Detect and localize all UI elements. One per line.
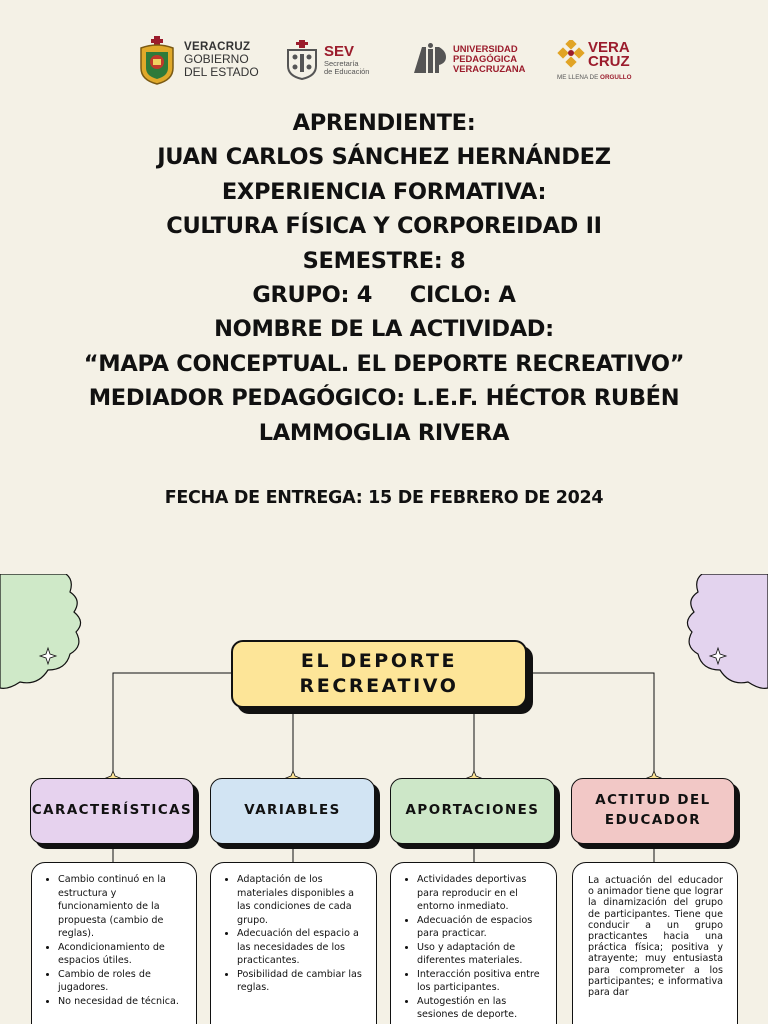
- upv-line-2: PEDAGÓGICA: [453, 53, 518, 65]
- paragraph: La actuación del educador o animador tiene que lograr la dinamización del grupo de participantes. Tiene que conducir a un grupo practicantes hacia una práctica física; positiva y atrayente; muy entusiasta para comprometer a los participantes; e informativa para dar: [588, 875, 723, 999]
- sev-title: SEV: [324, 43, 355, 61]
- upv-line-3: VERACRUZANA: [453, 62, 526, 74]
- header-line: LAMMOGLIA RIVERA: [258, 419, 510, 446]
- del-estado-label: DEL ESTADO: [184, 65, 259, 80]
- details-caracteristicas: [31, 862, 197, 1024]
- cruz-label: CRUZ: [588, 53, 630, 70]
- category-label: ACTITUD DEL EDUCADOR: [595, 793, 711, 828]
- list-item: • Cambio de roles de jugadores.: [58, 968, 188, 995]
- list-item: • Adecuación de espacios para practicar.: [417, 914, 548, 941]
- details-actitud-del-educador: [572, 862, 738, 1024]
- vera-label: VERA: [588, 38, 630, 56]
- list-item: • Uso y adaptación de diferentes materiales.: [417, 941, 548, 968]
- category-actitud-del-educador: [571, 778, 735, 844]
- header-line: CULTURA FÍSICA Y CORPOREIDAD II: [166, 213, 602, 240]
- main-topic-box: [231, 640, 527, 708]
- category-caracteristicas: [30, 778, 194, 844]
- details-aportaciones: [390, 862, 557, 1024]
- sev-subtitle-1: Secretaría: [324, 59, 359, 68]
- header-line: MEDIADOR PEDAGÓGICO: L.E.F. HÉCTOR RUBÉN: [88, 385, 680, 412]
- category-label: CARACTERÍSTICAS: [31, 803, 193, 818]
- delivery-date: FECHA DE ENTREGA: 15 DE FEBRERO DE 2024: [164, 488, 604, 508]
- header-line: SEMESTRE: 8: [302, 247, 466, 274]
- vera-cruz-tagline: ME LLENA DE ORGULLO: [557, 74, 632, 81]
- list-item: • Interacción positiva entre los participantes.: [417, 968, 548, 995]
- list-item: • Cambio continuó en la estructura y funcionamiento de la propuesta (cambio de reglas).: [58, 873, 188, 941]
- list-item: • No necesidad de técnica.: [58, 995, 188, 1009]
- category-label: VARIABLES: [244, 803, 341, 818]
- main-topic-label: EL DEPORTE RECREATIVO: [299, 650, 459, 697]
- header-line: NOMBRE DE LA ACTIVIDAD:: [214, 316, 554, 343]
- category-aportaciones: [390, 778, 555, 844]
- gobierno-label: GOBIERNO: [184, 52, 249, 67]
- header-line: APRENDIENTE:: [292, 110, 476, 136]
- category-label: APORTACIONES: [405, 803, 540, 818]
- list-item: • Autogestión en las sesiones de deporte.: [417, 995, 548, 1022]
- list-item: • Acondicionamiento de espacios útiles.: [58, 941, 188, 968]
- details-variables: [210, 862, 377, 1024]
- sev-subtitle-2: de Educación: [324, 66, 370, 76]
- list-item: • Adaptación de los materiales disponibles a las condiciones de cada grupo.: [237, 873, 368, 927]
- header-line: JUAN CARLOS SÁNCHEZ HERNÁNDEZ: [157, 144, 611, 171]
- veracruz-label: VERACRUZ: [184, 41, 251, 54]
- category-variables: [210, 778, 375, 844]
- header-line: EXPERIENCIA FORMATIVA:: [221, 178, 547, 205]
- list-item: • Actividades deportivas para reproducir en el entorno inmediato.: [417, 873, 548, 914]
- list-item: • Adecuación del espacio a las necesidades de los practicantes.: [237, 927, 368, 968]
- header-line: GRUPO: 4 CICLO: A: [252, 282, 516, 309]
- header-line: “MAPA CONCEPTUAL. EL DEPORTE RECREATIVO”: [83, 350, 685, 377]
- upv-line-1: UNIVERSIDAD: [453, 43, 518, 55]
- list-item: • Posibilidad de cambiar las reglas.: [237, 968, 368, 995]
